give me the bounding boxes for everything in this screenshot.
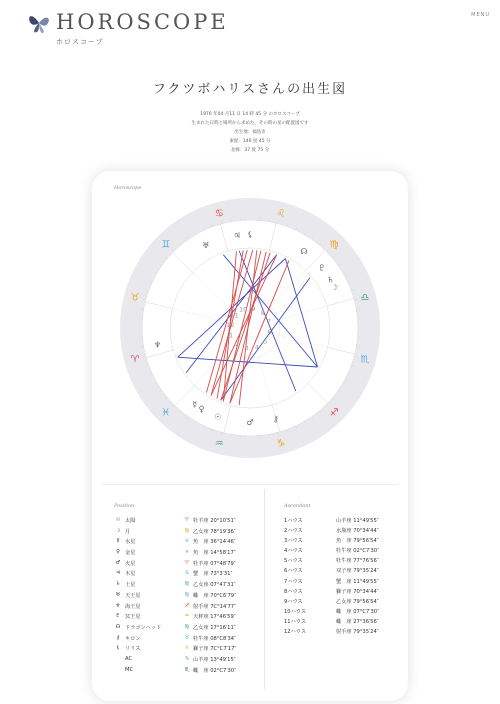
planet-position: 魚 座 36°14′46″ (193, 539, 236, 546)
chart-planet-icon: ☿ (192, 400, 198, 410)
chart-planet-icon: ⚷ (272, 414, 279, 424)
planet-icon: ♀ (116, 549, 120, 556)
zodiac-sign-icon: ♋ (214, 208, 224, 220)
planet-position: 天秤座 17°46′59″ (193, 614, 236, 621)
planet-position: 牡羊座 20°10′51″ (193, 518, 236, 524)
house-name: 1ハウス (284, 518, 303, 524)
planet-position: 乙女座 78°19′36″ (193, 528, 236, 535)
house-row (284, 578, 404, 588)
house-number: 10 (239, 305, 248, 314)
planet-name: 月 (125, 528, 131, 535)
house-row (284, 537, 404, 547)
house-number: 2 (235, 339, 240, 348)
birth-info-line: 北緯：37 度 75 分 (230, 148, 270, 153)
page-title: フクツボハリスさんの出生図 (152, 82, 348, 97)
birth-info-line: 1970 年04 月11 日 14 時 45 分 のホロスコープ (200, 112, 300, 117)
planet-name: 天王星 (125, 592, 141, 599)
chart-planet-icon: ♃ (233, 230, 241, 240)
sign-icon: ♓ (184, 549, 190, 556)
house-position: 射手座 79°35′24″ (336, 629, 379, 636)
house-number: 11 (230, 311, 239, 320)
zodiac-sign-icon: ♍ (329, 239, 339, 251)
planet-name: 土星 (125, 582, 136, 589)
house-row (284, 628, 404, 638)
planet-position: 射手座 7C°14′77″ (193, 603, 237, 610)
planet-row (114, 624, 264, 635)
column-divider (264, 489, 265, 689)
planet-row (114, 517, 264, 528)
section-divider (102, 484, 398, 485)
house-position: 乙女座 79°56′54″ (336, 598, 379, 605)
house-position: 魚 座 79°56′54″ (336, 538, 379, 545)
planet-name: 金星 (125, 550, 136, 557)
house-number: 9 (251, 304, 256, 313)
house-number: 12 (226, 321, 235, 330)
house-name: 12ハウス (284, 629, 307, 636)
planet-icon: ⚷ (116, 634, 120, 641)
sign-icon: ♍ (184, 623, 190, 630)
planet-position: 魚 座 14°58′17″ (193, 550, 236, 557)
house-position: 双子座 79°35′24″ (336, 568, 379, 575)
planet-icon: ☿ (116, 538, 120, 545)
planet-icon: ☉ (115, 517, 121, 523)
planet-icon: ♅ (115, 591, 121, 598)
planet-row (114, 592, 264, 603)
house-row (284, 618, 404, 628)
sign-icon: ♒ (184, 613, 190, 620)
position-section-label: Position (114, 503, 135, 509)
zodiac-sign-icon: ♒ (214, 438, 224, 450)
house-row (284, 588, 404, 598)
house-name: 8ハウス (284, 588, 303, 595)
planet-row (114, 538, 264, 549)
house-number: 8 (260, 309, 265, 318)
zodiac-sign-icon: ♓ (161, 407, 171, 419)
house-row (284, 527, 404, 537)
planet-name: MC (125, 666, 134, 673)
planet-position: 乙女座 07°47′31″ (193, 582, 236, 589)
zodiac-sign-icon: ♈ (130, 354, 140, 366)
planet-name: 冥王星 (125, 614, 141, 621)
planet-name: 水星 (125, 539, 136, 546)
house-name: 2ハウス (284, 528, 303, 535)
sign-icon: ♐ (184, 602, 190, 609)
chart-planet-icon: ⚸ (247, 230, 253, 239)
house-position: 獅子座 70°34′44″ (336, 588, 379, 595)
zodiac-sign-icon: ♌ (276, 208, 286, 220)
birth-info-line: 生まれた日時と場所から求めた、その時の星の配置図です (191, 121, 309, 126)
house-position-list (284, 517, 404, 638)
planet-name: 太陽 (125, 518, 136, 524)
planet-row (114, 549, 264, 560)
zodiac-sign-icon: ♏ (360, 354, 370, 366)
house-position: 牡牛座 02°C7′30″ (336, 548, 380, 555)
house-name: 6ハウス (284, 568, 303, 575)
birth-info (0, 110, 500, 155)
planet-position: 乙女座 17°16′11″ (193, 624, 236, 631)
menu-button[interactable]: MENU (471, 12, 490, 18)
planet-row (114, 528, 264, 539)
chart-section-label: Horoscope (114, 185, 142, 191)
planet-position: 蟹 座 73°3′31″ (193, 571, 233, 578)
planet-row (114, 667, 264, 678)
butterfly-icon (26, 10, 52, 36)
planet-name: キロン (125, 635, 141, 642)
house-section-label: Ascendant (284, 503, 311, 509)
chart-planet-icon: ♀ (198, 404, 205, 414)
house-position: 蠍 座 07°C7′30″ (336, 608, 380, 615)
house-position: 山羊座 11°49′55″ (336, 518, 379, 524)
planet-position: 山羊座 13°49′15″ (193, 656, 236, 663)
house-number: 7 (266, 317, 271, 326)
sign-icon: ♋ (184, 570, 190, 577)
house-name: 10ハウス (284, 608, 307, 615)
house-position: 水瓶座 70°34′44″ (336, 528, 379, 535)
planet-icon: ☽ (115, 527, 121, 534)
sign-icon: ♏ (184, 666, 190, 673)
chart-planet-icon: ♅ (202, 241, 210, 251)
planet-name: ドラゴンヘッド (125, 624, 162, 631)
house-row (284, 598, 404, 608)
planet-row (114, 645, 264, 656)
sign-icon: ♍ (184, 527, 190, 534)
house-name: 3ハウス (284, 538, 303, 545)
planet-name: 木星 (125, 571, 136, 578)
house-row (284, 517, 404, 527)
house-number: 6 (267, 327, 272, 336)
planet-row (114, 635, 264, 646)
planet-icon: ⚸ (116, 645, 120, 652)
chart-planet-icon: ♇ (318, 263, 326, 273)
planet-position: 獅子座 7C°C7′17″ (193, 646, 237, 653)
planet-row (114, 581, 264, 592)
house-name: 11ハウス (284, 618, 307, 625)
house-position: 蠍 座 27°36′56″ (336, 618, 379, 625)
planet-position-list (114, 517, 264, 677)
logo-subtitle: ホロスコープ (56, 38, 104, 46)
house-name: 7ハウス (284, 578, 303, 585)
planet-icon: ♂ (115, 559, 121, 566)
house-row (284, 567, 404, 577)
planet-icon: ♆ (115, 602, 121, 609)
sign-icon: ♑ (184, 655, 190, 662)
chart-planet-icon: ☊ (300, 246, 308, 256)
planet-position: 蠍 座 70°C6′79″ (193, 592, 237, 599)
planet-icon: ♄ (115, 581, 121, 588)
house-name: 5ハウス (284, 558, 303, 565)
chart-planet-icon: ☽ (330, 282, 339, 292)
logo-text: HOROSCOPE (56, 10, 229, 34)
zodiac-sign-icon: ♉ (130, 292, 140, 304)
house-row (284, 547, 404, 557)
planet-icon: ♇ (115, 613, 121, 620)
chart-planet-icon: ♆ (153, 340, 162, 350)
house-number: 5 (263, 337, 268, 346)
house-number: 3 (244, 344, 249, 353)
zodiac-sign-icon: ♐ (329, 407, 339, 419)
zodiac-sign-icon: ♊ (161, 239, 171, 251)
house-row (284, 557, 404, 567)
site-logo[interactable] (26, 8, 229, 46)
planet-name: リリス (125, 646, 141, 653)
sign-icon: ♍ (184, 581, 190, 588)
chart-planet-icon: ☉ (214, 412, 222, 422)
sign-icon: ♈ (184, 559, 190, 566)
chart-planet-icon: ♄ (326, 275, 335, 285)
planet-row (114, 570, 264, 581)
chart-planet-icon: ♂ (246, 418, 254, 427)
planet-position: 牡羊座 07°48′79″ (193, 560, 236, 567)
sign-icon: ♉ (184, 634, 190, 641)
birth-info-line: 東経：140 度 45 分 (229, 139, 271, 144)
house-position: 牡牛座 77°76′56″ (336, 558, 379, 565)
planet-name: 海王星 (125, 603, 141, 610)
house-position: 蟹 座 11°49′55″ (336, 578, 379, 585)
planet-position: 蠍 座 02°C7′30″ (193, 667, 237, 674)
sign-icon: ♌ (184, 645, 190, 652)
planet-icon: ☊ (115, 623, 121, 630)
zodiac-sign-icon: ♎ (360, 292, 370, 304)
planet-row (114, 656, 264, 667)
birth-info-line: 出生地：福島市 (234, 130, 266, 135)
planet-row (114, 603, 264, 614)
house-number: 1 (229, 331, 234, 340)
planet-row (114, 613, 264, 624)
house-number: 4 (254, 343, 259, 352)
house-row (284, 608, 404, 618)
horoscope-card (92, 171, 408, 701)
planet-position: 牡牛座 08°C8′34″ (193, 635, 237, 642)
planet-name: AC (125, 655, 133, 662)
sign-icon: ♍ (184, 591, 190, 598)
sign-icon: ♓ (184, 538, 190, 545)
zodiac-sign-icon: ♑ (276, 438, 286, 450)
horoscope-wheel (92, 171, 408, 481)
planet-icon: ♃ (115, 570, 121, 577)
planet-name: 火星 (125, 560, 136, 567)
house-name: 9ハウス (284, 598, 303, 605)
house-name: 4ハウス (284, 548, 303, 555)
sign-icon: ♈ (184, 517, 190, 523)
planet-row (114, 560, 264, 571)
